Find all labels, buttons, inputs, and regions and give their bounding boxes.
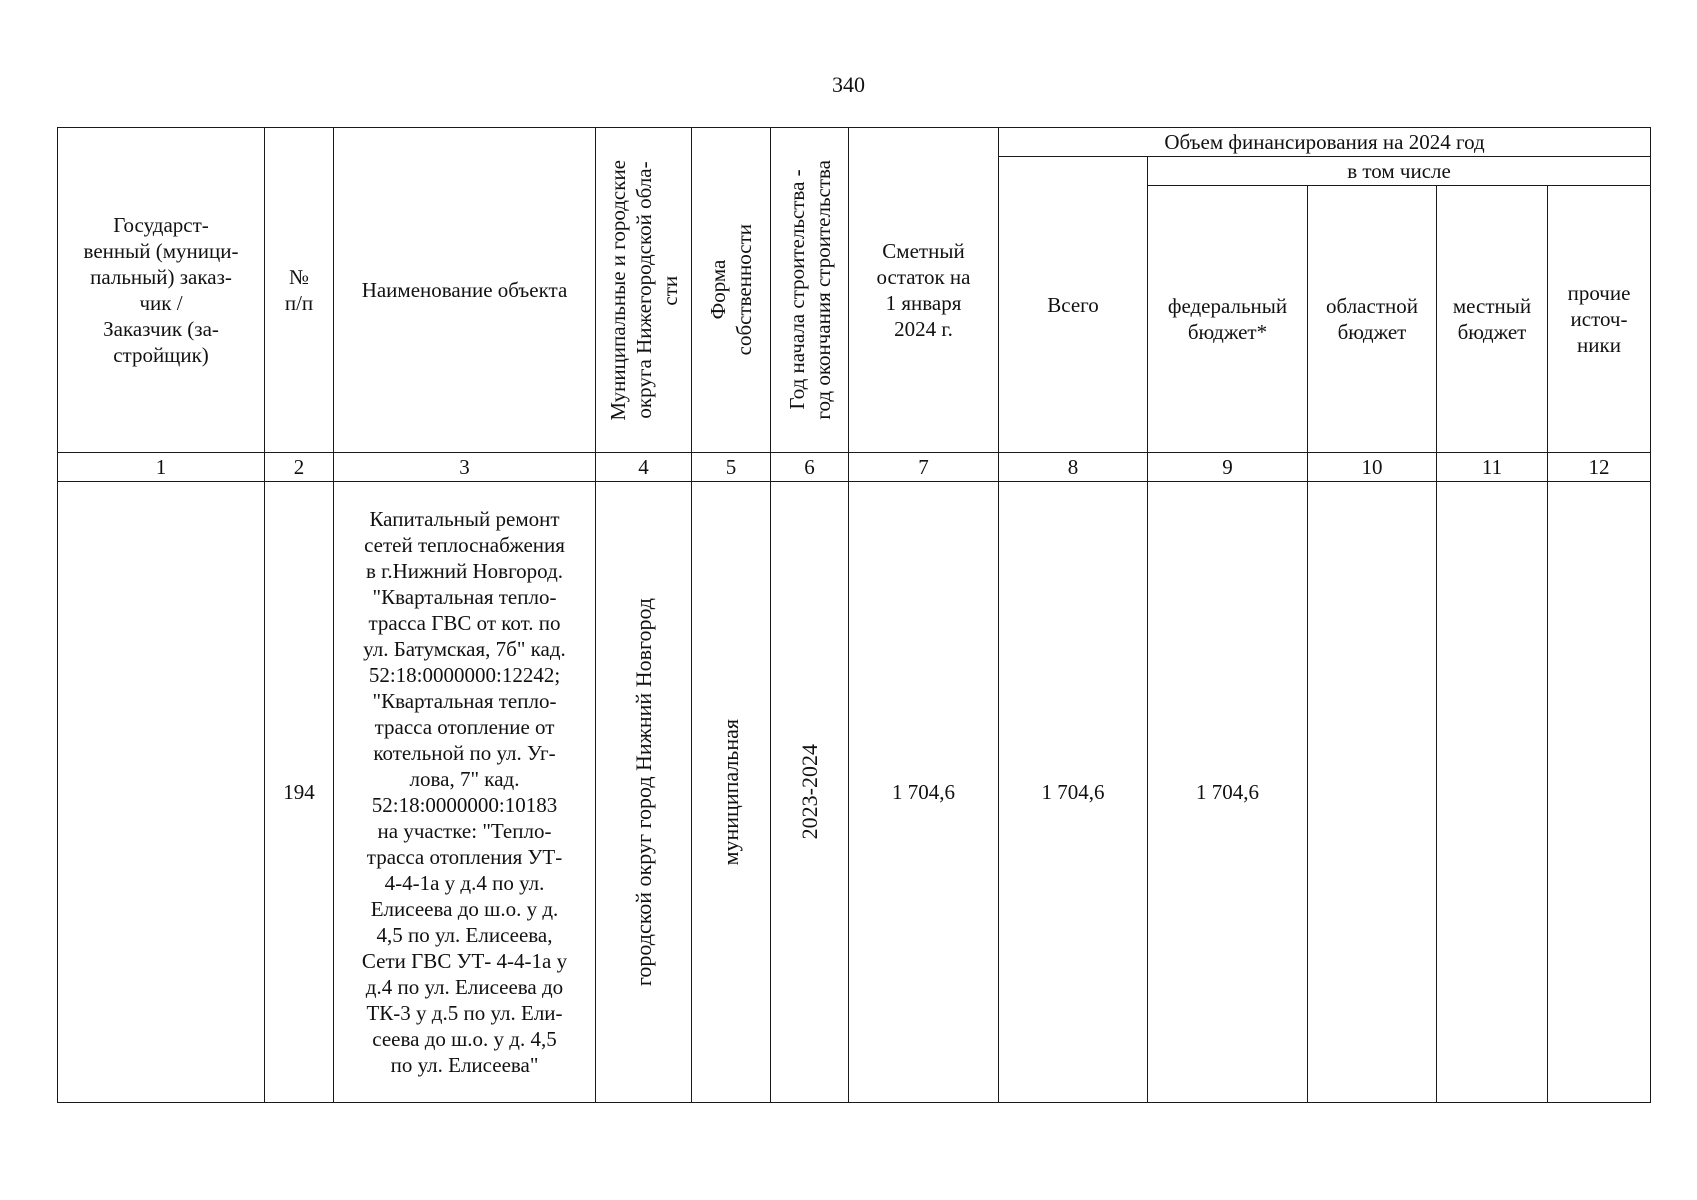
cell-local xyxy=(1437,482,1548,1103)
financing-table xyxy=(57,127,1651,1103)
column-number: 6 xyxy=(771,453,849,482)
header-row-1 xyxy=(58,128,1651,157)
cell-years xyxy=(771,482,849,1103)
column-number: 12 xyxy=(1548,453,1651,482)
header-estimate: Сметный остаток на 1 января 2024 г. xyxy=(849,128,999,453)
cell-estimate: 1 704,6 xyxy=(849,482,999,1103)
column-number: 10 xyxy=(1308,453,1437,482)
column-number: 9 xyxy=(1148,453,1308,482)
column-number: 11 xyxy=(1437,453,1548,482)
header-ownership-text: Форма собственности xyxy=(706,224,756,356)
cell-total: 1 704,6 xyxy=(999,482,1148,1103)
cell-municipality xyxy=(596,482,692,1103)
header-years-text: Год начала строительства - год окончания строительства xyxy=(784,160,835,420)
header-object-name: Наименование объекта xyxy=(334,128,596,453)
cell-ownership-text: муниципальная xyxy=(718,718,743,866)
header-total: Всего xyxy=(999,157,1148,453)
header-including: в том числе xyxy=(1148,157,1651,186)
header-municipality-text: Муниципальные и городские округа Нижегородской обла- сти xyxy=(605,159,682,421)
header-municipality xyxy=(596,128,692,453)
cell-customer xyxy=(58,482,265,1103)
column-number: 3 xyxy=(334,453,596,482)
cell-municipality-text: городской округ город Нижний Новгород xyxy=(630,597,656,987)
cell-object-name: Капитальный ремонт сетей теплоснабжения в г.Нижний Новгород. "Квартальная тепло- трасса ГВС от кот. по ул. Батумская, 7б" кад. 52:18:0000000:12242; "Квартальная тепло- трасса отопление от котельной по ул. Уг- лова, 7" кад. 52:18:0000000:10183 на участке: "Тепло- трасса отопления УТ- 4-4-1а у д.4 по ул. Елисеева до ш.о. у д. 4,5 по ул. Елисеева, Сети ГВС УТ- 4-4-1а у д.4 по ул. Елисеева до ТК-3 у д.5 по ул. Ели- сеева до ш.о. у д. 4,5 по ул. Елисеева" xyxy=(334,482,596,1103)
cell-federal: 1 704,6 xyxy=(1148,482,1308,1103)
column-number: 7 xyxy=(849,453,999,482)
cell-ownership xyxy=(692,482,771,1103)
column-number: 4 xyxy=(596,453,692,482)
column-number: 1 xyxy=(58,453,265,482)
header-customer: Государст- венный (муници- пальный) заказ- чик / Заказчик (за- стройщик) xyxy=(58,128,265,453)
header-regional: областной бюджет xyxy=(1308,186,1437,453)
cell-other xyxy=(1548,482,1651,1103)
header-local: местный бюджет xyxy=(1437,186,1548,453)
header-years xyxy=(771,128,849,453)
column-numbers-row xyxy=(58,453,1651,482)
column-number: 2 xyxy=(265,453,334,482)
header-number: № п/п xyxy=(265,128,334,453)
cell-number: 194 xyxy=(265,482,334,1103)
page-number: 340 xyxy=(832,72,865,97)
column-number: 8 xyxy=(999,453,1148,482)
header-other: прочие источ- ники xyxy=(1548,186,1651,453)
header-federal: федеральный бюджет* xyxy=(1148,186,1308,453)
table-row xyxy=(58,482,1651,1103)
header-ownership xyxy=(692,128,771,453)
cell-years-text: 2023-2024 xyxy=(796,744,822,840)
cell-regional xyxy=(1308,482,1437,1103)
column-number: 5 xyxy=(692,453,771,482)
header-funding-group: Объем финансирования на 2024 год xyxy=(999,128,1651,157)
